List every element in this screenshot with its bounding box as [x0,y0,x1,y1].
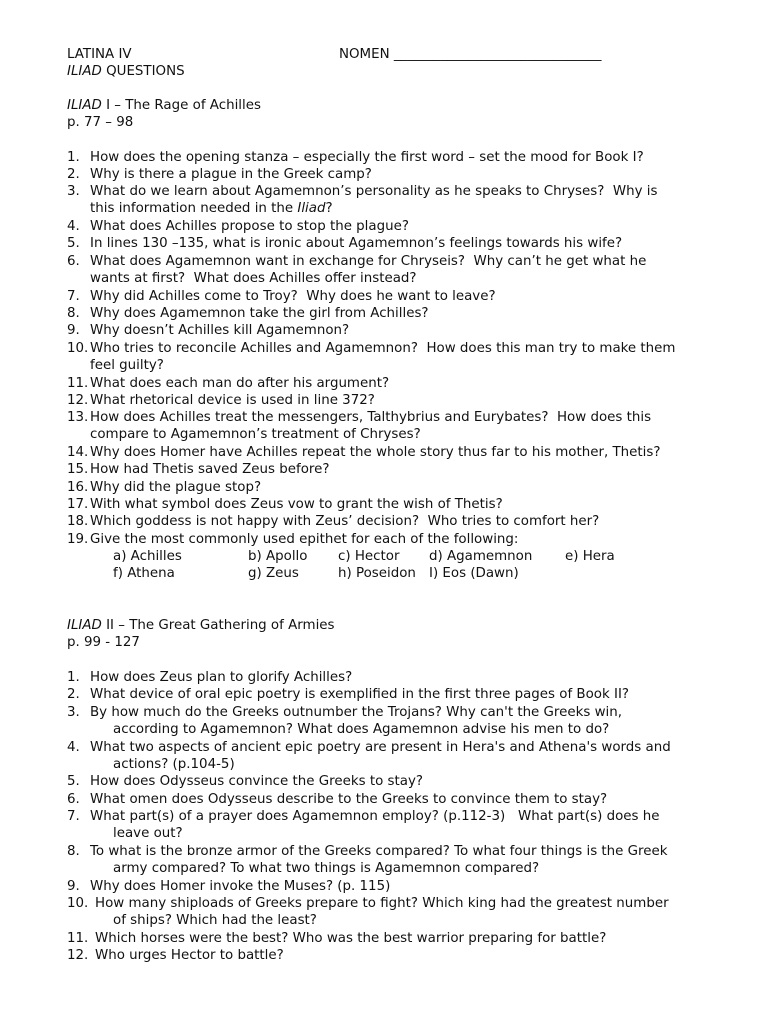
question-number: 1. [67,670,80,685]
question-text-continued: feel guilty? [90,358,164,373]
question-text: How had Thetis saved Zeus before? [90,462,330,477]
book2-heading-iliad: ILIAD [67,618,102,633]
question-text-continued [90,200,333,217]
question-number: 12. [67,948,89,963]
question-number: 7. [67,809,80,824]
question-text: What does Agamemnon want in exchange for Chryseis? Why can’t he get what he [90,254,647,269]
question-text: Why doesn’t Achilles kill Agamemnon? [90,323,350,338]
question-number: 11. [67,931,89,946]
question-text-continued: according to Agamemnon? What does Agamemnon advise his men to do? [113,722,610,737]
question-text: Who urges Hector to battle? [95,948,284,963]
question-number: 3. [67,184,80,199]
epithet-option: b) Apollo [248,549,308,564]
question-number: 9. [67,323,80,338]
epithet-option: I) Eos (Dawn) [429,566,519,581]
book1-heading [67,97,261,114]
question-text: What rhetorical device is used in line 372? [90,393,375,408]
book1-heading-rest: I – The Rage of Achilles [101,98,261,113]
question-number: 4. [67,219,80,234]
question-text: With what symbol does Zeus vow to grant the wish of Thetis? [90,497,503,512]
question-text-continued: compare to Agamemnon’s treatment of Chryses? [90,427,421,442]
epithet-option: g) Zeus [248,566,299,581]
question-number: 5. [67,236,80,251]
question-number: 8. [67,844,80,859]
question-text: How does the opening stanza – especially the first word – set the mood for Book I? [90,150,644,165]
question-text: What do we learn about Agamemnon’s personality as he speaks to Chryses? Why is [90,184,658,199]
question-text-tail: ? [325,201,333,216]
question-text: What omen does Odysseus describe to the Greeks to convince them to stay? [90,792,608,807]
epithet-option: h) Poseidon [338,566,416,581]
question-text: Who tries to reconcile Achilles and Agamemnon? How does this man try to make them [90,341,676,356]
question-text: Which horses were the best? Who was the best warrior preparing for battle? [95,931,607,946]
question-text: To what is the bronze armor of the Greeks compared? To what four things is the Greek [90,844,668,859]
question-text: How many shiploads of Greeks prepare to fight? Which king had the greatest number [95,896,669,911]
question-text: How does Zeus plan to glorify Achilles? [90,670,353,685]
question-text: Why did the plague stop? [90,480,262,495]
epithet-option: f) Athena [113,566,175,581]
question-number: 9. [67,879,80,894]
question-number: 10. [67,896,89,911]
question-text-continued: leave out? [113,826,183,841]
question-text: What part(s) of a prayer does Agamemnon employ? (p.112-3) What part(s) does he [90,809,660,824]
question-text: Why is there a plague in the Greek camp? [90,167,372,182]
nomen-field: NOMEN _______________________________ [339,47,602,62]
question-number: 13. [67,410,89,425]
question-number: 18. [67,514,89,529]
question-text-continued: of ships? Which had the least? [113,913,317,928]
question-number: 6. [67,792,80,807]
question-text-continued-main: this information needed in the [90,201,298,216]
worksheet-title-iliad: ILIAD [67,64,102,79]
question-text-continued: army compared? To what two things is Agamemnon compared? [113,861,540,876]
question-text: Why did Achilles come to Troy? Why does he want to leave? [90,289,496,304]
question-number: 2. [67,167,80,182]
book2-heading-rest: II – The Great Gathering of Armies [101,618,335,633]
question-number: 16. [67,480,89,495]
question-number: 6. [67,254,80,269]
question-number: 10. [67,341,89,356]
question-number: 4. [67,740,80,755]
question-text: How does Achilles treat the messengers, Talthybrius and Eurybates? How does this [90,410,652,425]
question-number: 8. [67,306,80,321]
epithet-option: c) Hector [338,549,400,564]
course-label: LATINA IV [67,47,132,62]
question-number: 19. [67,532,89,547]
question-text-iliad: Iliad [297,201,326,216]
question-text: Give the most commonly used epithet for each of the following: [90,532,519,547]
question-number: 3. [67,705,80,720]
book1-heading-iliad: ILIAD [67,98,102,113]
question-number: 15. [67,462,89,477]
epithet-option: e) Hera [565,549,615,564]
question-text: What does Achilles propose to stop the plague? [90,219,409,234]
worksheet-title [67,63,185,80]
epithet-option: a) Achilles [113,549,182,564]
question-number: 5. [67,774,80,789]
question-number: 17. [67,497,89,512]
book2-heading [67,617,335,634]
question-text-continued: actions? (p.104-5) [113,757,235,772]
question-text: What does each man do after his argument? [90,376,390,391]
book2-pages: p. 99 - 127 [67,635,140,650]
question-text: Why does Homer have Achilles repeat the whole story thus far to his mother, Thetis? [90,445,661,460]
question-number: 2. [67,687,80,702]
question-number: 11. [67,376,89,391]
question-number: 7. [67,289,80,304]
question-text: What device of oral epic poetry is exemplified in the first three pages of Book II? [90,687,630,702]
epithet-option: d) Agamemnon [429,549,533,564]
question-number: 14. [67,445,89,460]
question-text: What two aspects of ancient epic poetry are present in Hera's and Athena's words and [90,740,671,755]
question-text: By how much do the Greeks outnumber the Trojans? Why can't the Greeks win, [90,705,623,720]
question-number: 12. [67,393,89,408]
question-text: How does Odysseus convince the Greeks to stay? [90,774,423,789]
book1-pages: p. 77 – 98 [67,115,134,130]
question-number: 1. [67,150,80,165]
question-text: Why does Agamemnon take the girl from Achilles? [90,306,429,321]
worksheet-title-rest: QUESTIONS [101,64,185,79]
question-text: Why does Homer invoke the Muses? (p. 115) [90,879,391,894]
question-text: Which goddess is not happy with Zeus’ decision? Who tries to comfort her? [90,514,600,529]
question-text-continued: wants at first? What does Achilles offer instead? [90,271,417,286]
question-text: In lines 130 –135, what is ironic about Agamemnon’s feelings towards his wife? [90,236,623,251]
